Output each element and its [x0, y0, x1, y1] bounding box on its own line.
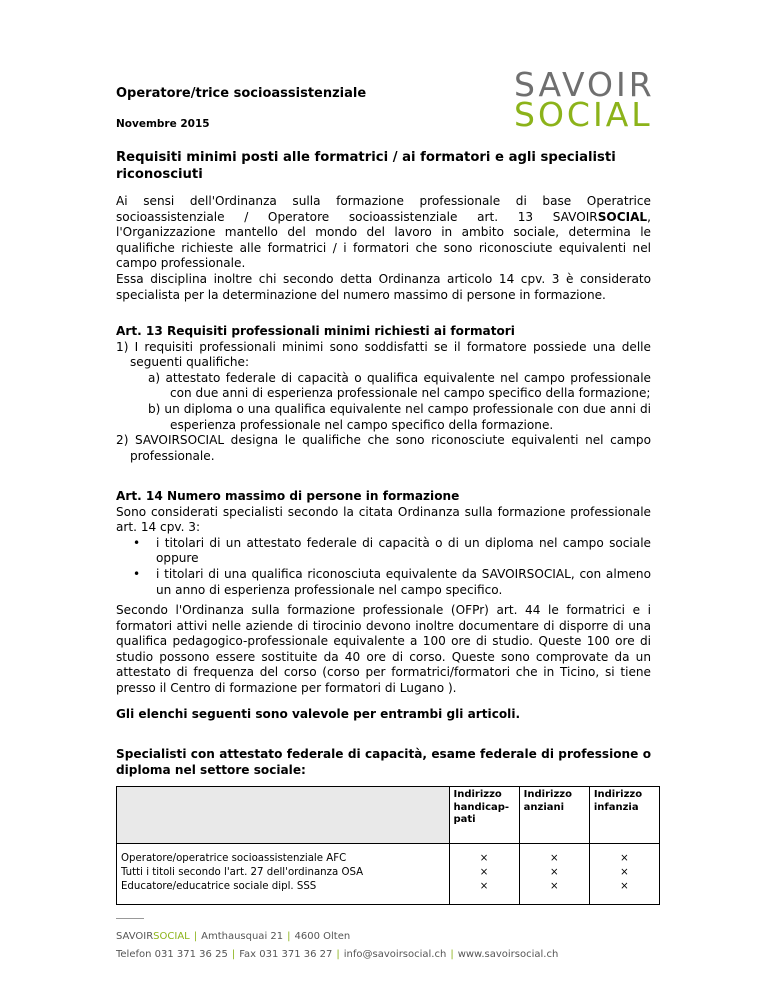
footer-separator: |	[193, 931, 198, 942]
column-header-infanzia: Indirizzo infanzia	[589, 787, 659, 844]
intro-text-bold: SOCIAL	[597, 209, 648, 224]
column-anziani-marks	[519, 844, 589, 905]
bullet-icon: •	[133, 566, 141, 581]
footer-separator: |	[450, 949, 454, 960]
specialists-heading: Specialisti con attestato federale di capacità, esame federale di professione o diploma nel settore sociale:	[116, 747, 651, 777]
footer-separator: |	[336, 949, 340, 960]
bullet-icon: •	[133, 535, 141, 550]
check-mark-icon: ×	[620, 853, 629, 864]
column-header-anziani: Indirizzo anziani	[519, 787, 589, 844]
check-mark-icon: ×	[479, 881, 489, 892]
table-row-label: Operatore/operatrice socioassistenziale AFC	[121, 853, 347, 864]
ofpr-paragraph: Secondo l'Ordinanza sulla formazione professionale (OFPr) art. 44 le formatrici e i formatori attivi nelle aziende di tirocinio devono inoltre documentare di disporre di una qualifica pedagogico-professionale equivalente a 100 ore di studio. Queste 100 ore di studio possono essere sostituite da 40 ore di corso. Queste sono comprovate da un attestato di frequenza del corso (corso per formatrici/formatori che in Ticino, si tiene presso il Centro di formazione per formatori di Lugano ).	[116, 603, 651, 695]
lists-note: Gli elenchi seguenti sono valevole per entrambi gli articoli.	[116, 707, 521, 721]
footer-separator: |	[231, 949, 236, 960]
footer-line-2	[116, 946, 558, 964]
footer-city: 4600 Olten	[294, 931, 351, 942]
check-mark-icon: ×	[620, 867, 629, 878]
footer-address: Amthausquai 21	[201, 931, 284, 942]
art14-intro: Sono considerati specialisti secondo la citata Ordinanza sulla formazione professionale art. 14 cpv. 3:	[116, 504, 651, 535]
check-mark-icon: ×	[479, 853, 489, 864]
footer	[116, 928, 558, 964]
art13-title: Art. 13 Requisiti professionali minimi richiesti ai formatori	[116, 324, 515, 338]
column-header-handicappati: Indirizzo handicap-pati	[449, 787, 519, 844]
table-row-label: Educatore/educatrice sociale dipl. SSS	[121, 881, 317, 892]
footer-brand-savoir: SAVOIR	[116, 931, 154, 942]
check-mark-icon: ×	[620, 881, 629, 892]
footer-email-link[interactable]: info@savoirsocial.ch	[343, 949, 447, 960]
logo-line-savoir: SAVOIR	[514, 65, 655, 104]
footer-separator: |	[287, 931, 291, 942]
art14-title: Art. 14 Numero massimo di persone in formazione	[116, 489, 460, 503]
footer-line-1	[116, 928, 558, 946]
check-mark-icon: ×	[479, 867, 489, 878]
art13-sub-a: a) attestato federale di capacità o qualifica equivalente nel campo professionale con due anni di esperienza professionale nel campo specifico della formazione;	[148, 370, 651, 401]
logo-line-social: SOCIAL	[514, 95, 653, 134]
table-row-labels	[117, 844, 450, 905]
art13-item-2: 2) SAVOIRSOCIAL designa le qualifiche che sono riconosciute equivalenti nel campo professionale.	[116, 433, 651, 463]
intro-paragraph	[116, 194, 651, 303]
table-header-row	[117, 787, 660, 844]
art14-bullet-1-text: i titolari di un attestato federale di capacità o di un diploma nel campo sociale oppure	[156, 535, 651, 566]
page-heading: Requisiti minimi posti alle formatrici / ai formatori e agli specialisti riconosciuti	[116, 150, 616, 182]
check-mark-icon: ×	[549, 853, 559, 864]
check-mark-icon: ×	[549, 881, 559, 892]
column-infanzia-marks	[589, 844, 659, 905]
table-header-blank	[117, 787, 450, 844]
savoirsocial-logo	[514, 65, 664, 134]
art14-section	[116, 489, 651, 598]
art14-bullet-1	[116, 536, 651, 567]
art14-bullet-2-text: i titolari di una qualifica riconosciuta equivalente da SAVOIRSOCIAL, con almeno un anno di esperienza professionale nel campo specifico.	[156, 566, 651, 597]
art13-section	[116, 324, 651, 464]
document-date: Novembre 2015	[116, 118, 210, 130]
footer-divider	[116, 918, 144, 919]
footer-phone: Telefon 031 371 36 25	[116, 949, 228, 960]
specialists-table	[116, 786, 660, 905]
check-mark-icon: ×	[549, 867, 559, 878]
footer-brand-social: SOCIAL	[153, 931, 190, 942]
art13-item-1	[116, 340, 651, 434]
footer-web-link[interactable]: www.savoirsocial.ch	[457, 949, 559, 960]
table-row-label: Tutti i titoli secondo l'art. 27 dell'ordinanza OSA	[121, 867, 364, 878]
document-title: Operatore/trice socioassistenziale	[116, 86, 367, 101]
art13-sub-b: b) un diploma o una qualifica equivalente nel campo professionale con due anni di esperienza professionale nel campo specifico della formazione.	[148, 401, 651, 432]
column-handicappati-marks	[449, 844, 519, 905]
intro-text-3: Essa disciplina inoltre chi secondo detta Ordinanza articolo 14 cpv. 3 è considerato specialista per la determinazione del numero massimo di persone in formazione.	[116, 271, 651, 302]
art13-item-1-text: 1) I requisiti professionali minimi sono soddisfatti se il formatore possiede una delle seguenti qualifiche:	[116, 339, 651, 370]
footer-fax: Fax 031 371 36 27	[239, 949, 333, 960]
intro-text-2: , l'Organizzazione mantello del mondo del lavoro in ambito sociale, determina le qualifiche richieste alle formatrici / i formatori che sono riconosciute equivalenti nel campo professionale.	[116, 209, 651, 271]
art14-bullet-2	[116, 567, 651, 598]
table-body-row	[117, 844, 660, 905]
intro-text-1: Ai sensi dell'Ordinanza sulla formazione professionale di base Operatrice socioassistenziale / Operatore socioassistenziale art. 13 SAVOIR	[116, 194, 651, 224]
